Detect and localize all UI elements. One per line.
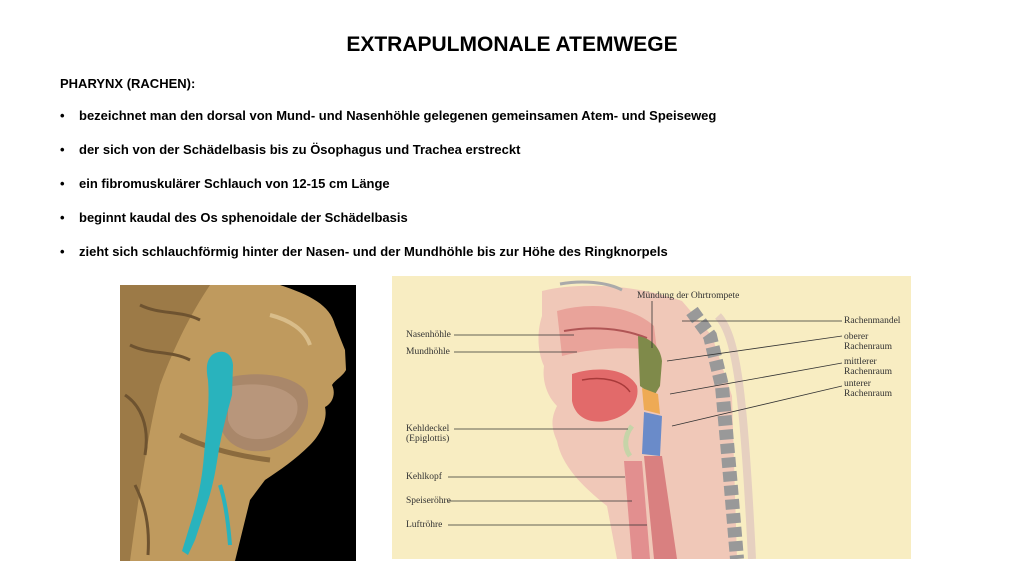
label-speiseroehre: Speiseröhre (406, 496, 451, 506)
label-nasenhoehle: Nasenhöhle (406, 330, 451, 340)
bullet-text: zieht sich schlauchförmig hinter der Nasen- und der Mundhöhle bis zur Höhe des Ringknorpels (79, 244, 668, 259)
bullet-text: ein fibromuskulärer Schlauch von 12-15 cm Länge (79, 176, 390, 191)
label-kehlkopf: Kehlkopf (406, 472, 442, 482)
label-mundhoehle: Mundhöhle (406, 347, 450, 357)
label-rachenmandel: Rachenmandel (844, 316, 901, 326)
bullet-item (60, 176, 716, 210)
bullet-item (60, 244, 716, 278)
label-oberer-rachenraum: Rachenraum (844, 342, 893, 352)
bullet-marker: • (60, 176, 65, 191)
sagittal-section-illustration (120, 285, 356, 561)
bullet-text: bezeichnet man den dorsal von Mund- und Nasenhöhle gelegenen gemeinsamen Atem- und Speiseweg (79, 108, 717, 123)
bullet-text: der sich von der Schädelbasis bis zu Ösophagus und Trachea erstreckt (79, 142, 521, 157)
label-luftroehre: Luftröhre (406, 520, 443, 530)
anatomy-photo (120, 285, 356, 561)
label-epiglottis: (Epiglottis) (406, 434, 450, 444)
label-unterer-rachenraum: Rachenraum (844, 389, 893, 399)
label-kehldeckel: Kehldeckel (406, 424, 450, 434)
bullet-text: beginnt kaudal des Os sphenoidale der Schädelbasis (79, 210, 408, 225)
label-mittlerer: mittlerer (844, 357, 877, 367)
label-mittlerer-rachenraum: Rachenraum (844, 367, 893, 377)
slide-subtitle: PHARYNX (RACHEN): (60, 76, 196, 91)
label-ohrtrompete: Mündung der Ohrtrompete (637, 291, 740, 301)
pharynx-illustration (392, 276, 911, 559)
bullet-marker: • (60, 210, 65, 225)
bullet-item (60, 142, 716, 176)
label-unterer: unterer (844, 379, 871, 389)
bullet-marker: • (60, 142, 65, 157)
bullet-item (60, 108, 716, 142)
bullet-marker: • (60, 108, 65, 123)
bullet-marker: • (60, 244, 65, 259)
pharynx-diagram (392, 276, 911, 559)
slide-title: EXTRAPULMONALE ATEMWEGE (346, 33, 678, 56)
bullet-list (60, 108, 716, 278)
label-oberer: oberer (844, 332, 869, 342)
bullet-item (60, 210, 716, 244)
